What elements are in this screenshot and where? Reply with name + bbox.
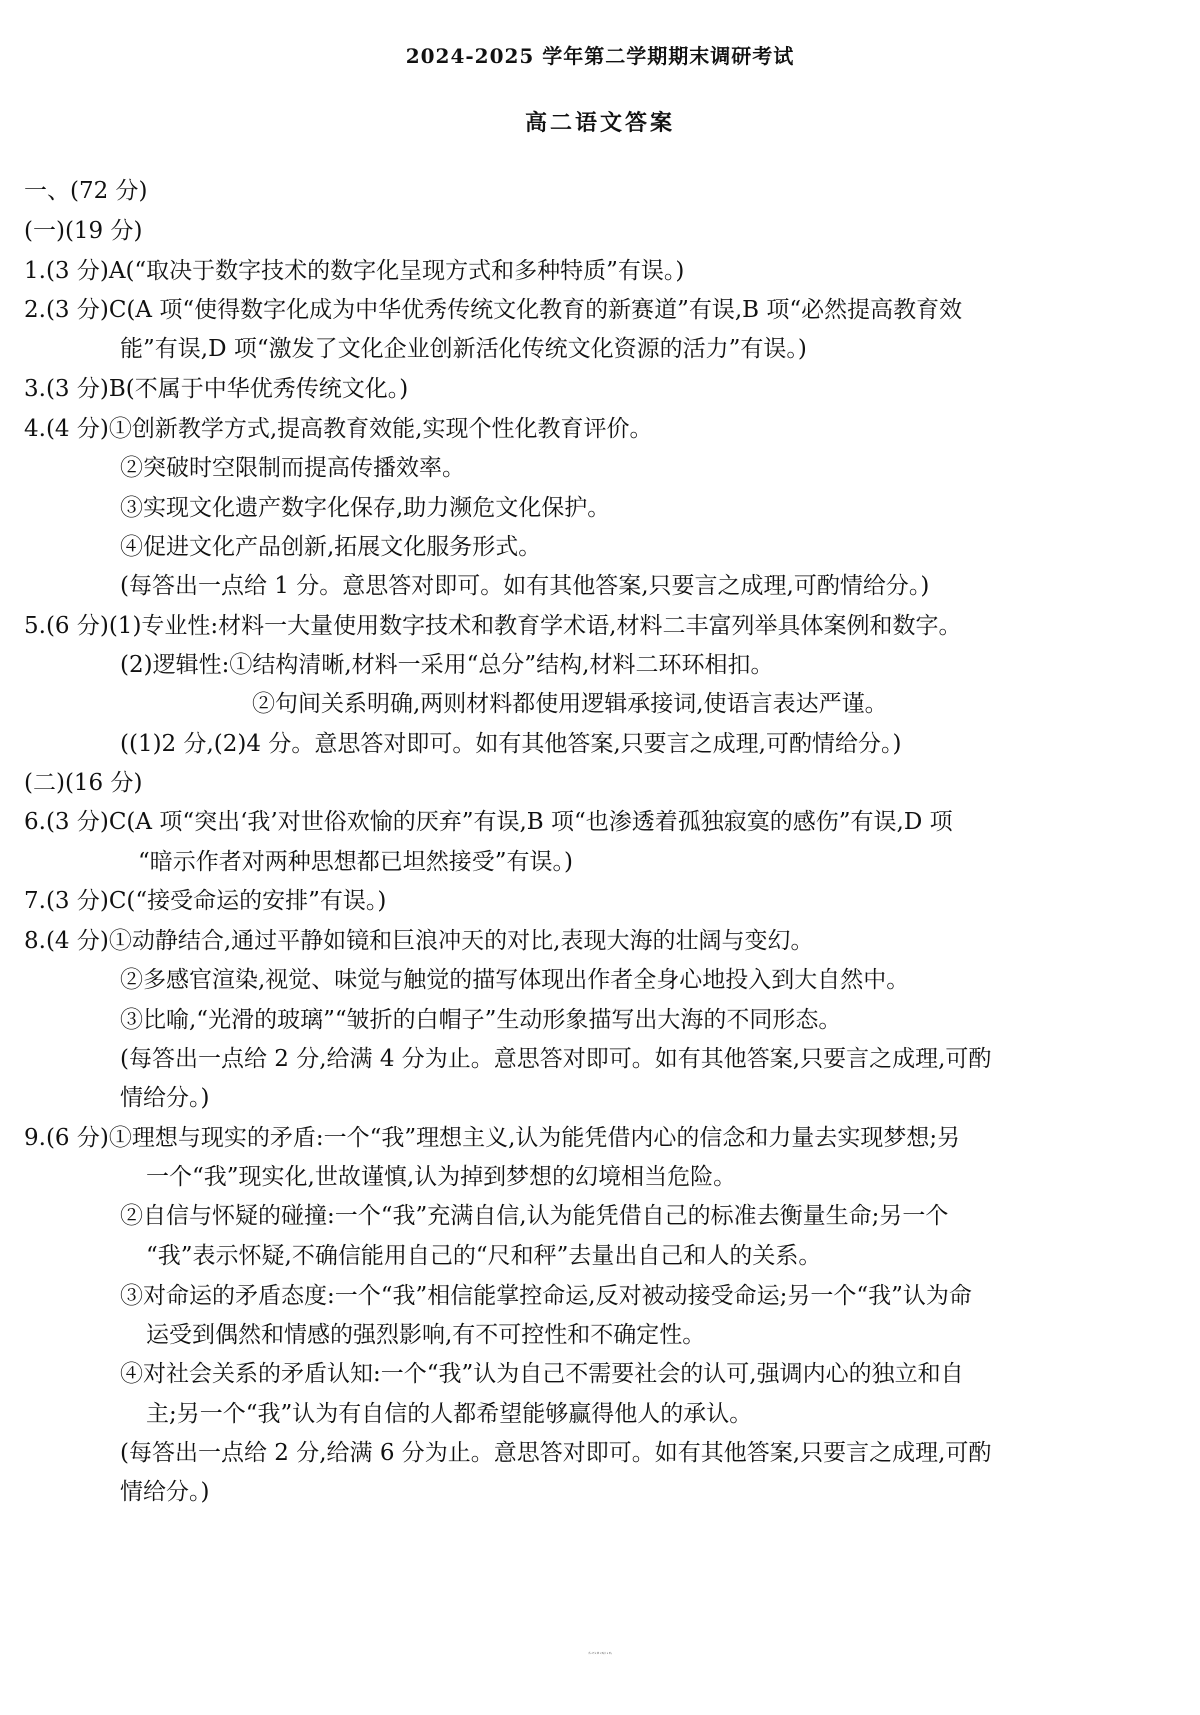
answer-line: “暗示作者对两种思想都已坦然接受”有误。) [138, 849, 573, 875]
scoring-note: ((1)2 分,(2)4 分。意思答对即可。如有其他答案,只要言之成理,可酌情给分。) [120, 731, 902, 757]
answer-line: 4.(4 分)①创新教学方式,提高教育效能,实现个性化教育评价。 [24, 416, 653, 442]
answer-line: 3.(3 分)B(不属于中华优秀传统文化。) [24, 376, 409, 402]
answer-line: ④对社会关系的矛盾认知:一个“我”认为自己不需要社会的认可,强调内心的独立和自 [120, 1361, 964, 1387]
exam-subtitle: 高二语文答案 [524, 110, 675, 136]
answer-line: 1.(3 分)A(“取决于数字技术的数字化呈现方式和多种特质”有误。) [24, 258, 685, 284]
exam-title: 2024-2025 学年第二学期期末调研考试 [405, 44, 795, 68]
answer-line: “我”表示怀疑,不确信能用自己的“尺和秤”去量出自己和人的关系。 [146, 1243, 822, 1269]
subsection-heading: (一)(19 分) [24, 218, 143, 244]
subsection-heading: (二)(16 分) [24, 770, 143, 796]
page-footer: 高二语文 第 1 页(共 4 页) [588, 1653, 612, 1655]
answer-line: ②句间关系明确,两则材料都使用逻辑承接词,使语言表达严谨。 [252, 691, 888, 717]
section-heading: 一、(72 分) [24, 178, 148, 204]
answer-line: ②突破时空限制而提高传播效率。 [120, 455, 465, 481]
answer-line: 主;另一个“我”认为有自信的人都希望能够赢得他人的承认。 [146, 1401, 753, 1427]
answer-line: ③实现文化遗产数字化保存,助力濒危文化保护。 [120, 495, 611, 521]
answer-line: 运受到偶然和情感的强烈影响,有不可控性和不确定性。 [146, 1322, 706, 1348]
answer-line: 2.(3 分)C(A 项“使得数字化成为中华优秀传统文化教育的新赛道”有误,B 项“必然提高教育效 [24, 297, 963, 323]
answer-line: (2)逻辑性:①结构清晰,材料一采用“总分”结构,材料二环环相扣。 [120, 652, 774, 678]
answer-line: 5.(6 分)(1)专业性:材料一大量使用数字技术和教育学术语,材料二丰富列举具体案例和数字。 [24, 613, 962, 639]
answer-line: ③对命运的矛盾态度:一个“我”相信能掌控命运,反对被动接受命运;另一个“我”认为命 [120, 1283, 972, 1309]
answer-line: 一个“我”现实化,世故谨慎,认为掉到梦想的幻境相当危险。 [146, 1164, 737, 1190]
answer-line: ②多感官渲染,视觉、味觉与触觉的描写体现出作者全身心地投入到大自然中。 [120, 967, 910, 993]
scoring-note: 情给分。) [120, 1479, 210, 1505]
answer-line: ③比喻,“光滑的玻璃”“皱折的白帽子”生动形象描写出大海的不同形态。 [120, 1007, 842, 1033]
answer-line: 9.(6 分)①理想与现实的矛盾:一个“我”理想主义,认为能凭借内心的信念和力量去实现梦想;另 [24, 1125, 961, 1151]
answer-line: ④促进文化产品创新,拓展文化服务形式。 [120, 534, 542, 560]
scoring-note: 情给分。) [120, 1085, 210, 1111]
answer-line: 7.(3 分)C(“接受命运的安排”有误。) [24, 888, 387, 914]
scoring-note: (每答出一点给 2 分,给满 4 分为止。意思答对即可。如有其他答案,只要言之成理,可酌 [120, 1046, 992, 1072]
answer-line: 能”有误,D 项“激发了文化企业创新活化传统文化资源的活力”有误。) [120, 336, 807, 362]
answer-line: ②自信与怀疑的碰撞:一个“我”充满自信,认为能凭借自己的标准去衡量生命;另一个 [120, 1203, 949, 1229]
scoring-note: (每答出一点给 2 分,给满 6 分为止。意思答对即可。如有其他答案,只要言之成理,可酌 [120, 1440, 992, 1466]
answer-line: 6.(3 分)C(A 项“突出‘我’对世俗欢愉的厌弃”有误,B 项“也渗透着孤独寂寞的感伤”有误,D 项 [24, 809, 953, 835]
scoring-note: (每答出一点给 1 分。意思答对即可。如有其他答案,只要言之成理,可酌情给分。) [120, 573, 930, 599]
answer-line: 8.(4 分)①动静结合,通过平静如镜和巨浪冲天的对比,表现大海的壮阔与变幻。 [24, 928, 814, 954]
